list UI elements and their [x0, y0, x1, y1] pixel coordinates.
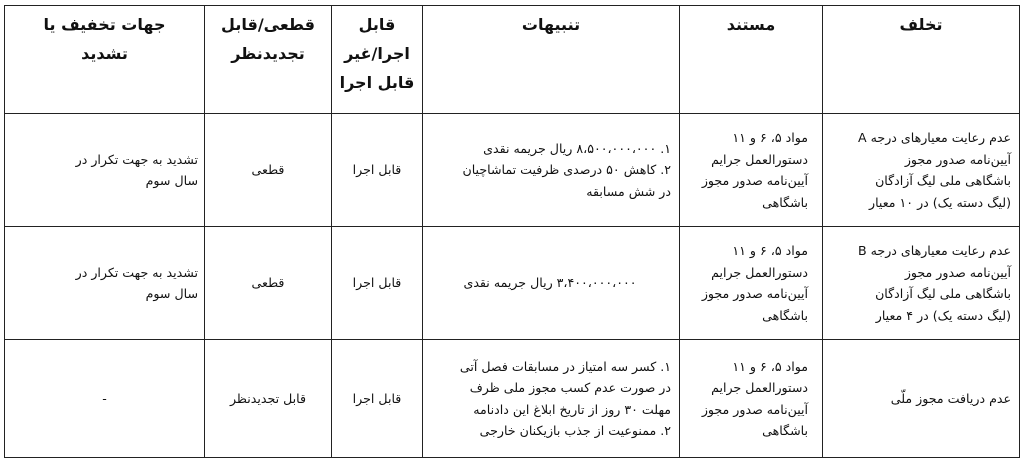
- document-cell: مواد ۵، ۶ و ۱۱ دستورالعمل جرایم آیین‌نامه صدور مجوز باشگاهی: [680, 227, 823, 340]
- table-row: [5, 114, 1020, 227]
- penalty-cell: ۱. کسر سه امتیاز در مسابقات فصل آتی در صورت عدم کسب مجوز ملی ظرف مهلت ۳۰ روز از تاریخ ابلاغ این دادنامه ۲. ممنوعیت از جذب بازیکنان خارجی: [423, 340, 680, 458]
- violations-table: [4, 5, 1020, 458]
- header-row: [5, 6, 1020, 114]
- document-cell: مواد ۵، ۶ و ۱۱ دستورالعمل جرایم آیین‌نامه صدور مجوز باشگاهی: [680, 114, 823, 227]
- header-finality: قطعی/قابل تجدیدنظر: [205, 6, 332, 114]
- header-mitigation: جهات تخفیف یا تشدید: [5, 6, 205, 114]
- finality-cell: قابل تجدیدنظر: [205, 340, 332, 458]
- header-violation: تخلف: [823, 6, 1020, 114]
- header-document: مستند: [680, 6, 823, 114]
- penalty-cell: ۱. ۸،۵۰۰،۰۰۰،۰۰۰ ریال جریمه نقدی ۲. کاهش ۵۰ درصدی ظرفیت تماشاچیان در شش مسابقه: [423, 114, 680, 227]
- table-row: [5, 340, 1020, 458]
- finality-cell: قطعی: [205, 114, 332, 227]
- table-row: [5, 227, 1020, 340]
- enforceability-cell: قابل اجرا: [332, 340, 423, 458]
- header-enforceability: قابل اجرا/غیر قابل اجرا: [332, 6, 423, 114]
- enforceability-cell: قابل اجرا: [332, 227, 423, 340]
- violation-cell: عدم رعایت معیارهای درجه A آیین‌نامه صدور مجوز باشگاهی ملی لیگ آزادگان (لیگ دسته یک) در ۱۰ معیار: [823, 114, 1020, 227]
- violation-cell: عدم رعایت معیارهای درجه B آیین‌نامه صدور مجوز باشگاهی ملی لیگ آزادگان (لیگ دسته یک) در ۴ معیار: [823, 227, 1020, 340]
- mitigation-cell: -: [5, 340, 205, 458]
- mitigation-cell: تشدید به جهت تکرار در سال سوم: [5, 114, 205, 227]
- header-penalties: تنبیهات: [423, 6, 680, 114]
- violation-cell: عدم دریافت مجوز ملّی: [823, 340, 1020, 458]
- penalty-cell: ۳،۴۰۰،۰۰۰،۰۰۰ ریال جریمه نقدی: [423, 227, 680, 340]
- document-cell: مواد ۵، ۶ و ۱۱ دستورالعمل جرایم آیین‌نامه صدور مجوز باشگاهی: [680, 340, 823, 458]
- finality-cell: قطعی: [205, 227, 332, 340]
- enforceability-cell: قابل اجرا: [332, 114, 423, 227]
- mitigation-cell: تشدید به جهت تکرار در سال سوم: [5, 227, 205, 340]
